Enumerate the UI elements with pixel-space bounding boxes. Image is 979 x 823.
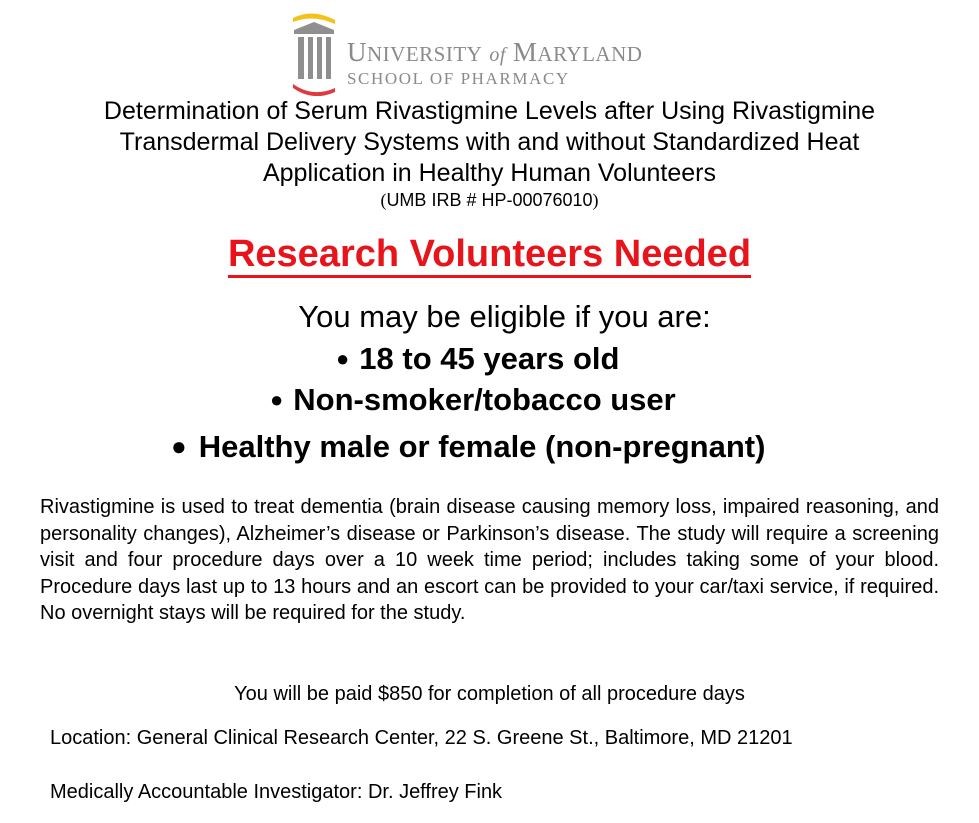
criteria-item: ● Non-smoker/tobacco user — [270, 382, 676, 417]
payment-info: You will be paid $850 for completion of all procedure days — [234, 683, 745, 705]
study-title — [0, 96, 979, 189]
irb-number: (UMB IRB # HP-00076010) — [380, 190, 599, 210]
university-column-logo-icon — [291, 8, 337, 96]
location-info: Location: General Clinical Research Center, 22 S. Greene St., Baltimore, MD 21201 — [50, 727, 793, 749]
criteria-item: ● Healthy male or female (non-pregnant) — [171, 429, 766, 464]
university-logo — [291, 8, 691, 96]
bullet-icon: ● — [171, 431, 187, 461]
study-title-line: Determination of Serum Rivastigmine Levels after Using Rivastigmine — [103, 97, 876, 125]
study-description: Rivastigmine is used to treat dementia (brain disease causing memory loss, impaired reasoning, and personality changes), Alzheimer’s disease or Parkinson’s disease. The study will require a screening visit and four procedure days over a 10 week time period; includes taking some of your blood. Procedure days last up to 13 hours and an escort can be provided to your car/taxi service, if required. No overnight stays will be required for the study. — [40, 496, 939, 625]
recruitment-headline: Research Volunteers Needed — [0, 231, 979, 277]
study-title-line: Application in Healthy Human Volunteers — [262, 159, 717, 187]
criteria-item: ● 18 to 45 years old — [336, 341, 620, 376]
bullet-icon: ● — [270, 387, 284, 412]
bullet-icon: ● — [336, 346, 350, 371]
logo-wordmark — [347, 38, 642, 89]
study-title-line: Transdermal Delivery Systems with and without Standardized Heat — [119, 128, 860, 156]
eligibility-intro: You may be eligible if you are: — [298, 299, 711, 334]
logo-school-name: SCHOOL OF PHARMACY — [347, 69, 570, 88]
logo-university-name: UNIVERSITY of MARYLAND — [347, 37, 643, 67]
investigator-info: Medically Accountable Investigator: Dr. Jeffrey Fink — [50, 781, 503, 803]
